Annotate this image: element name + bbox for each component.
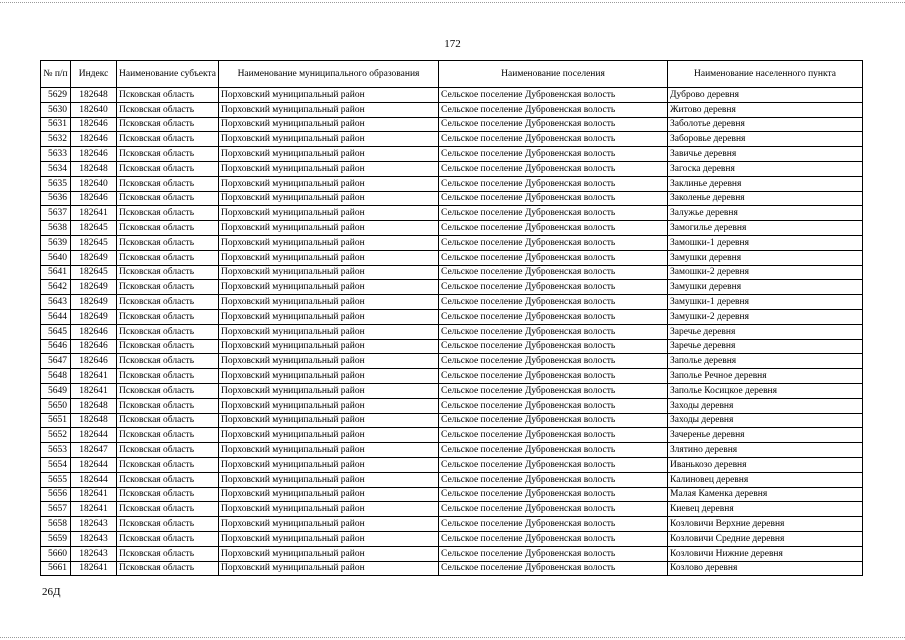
cell-locality: Козловичи Средние деревня bbox=[668, 531, 863, 546]
cell-subject: Псковская область bbox=[117, 147, 219, 162]
cell-locality: Калиновец деревня bbox=[668, 472, 863, 487]
cell-subject: Псковская область bbox=[117, 176, 219, 191]
cell-municipality: Порховский муниципальный район bbox=[219, 309, 439, 324]
cell-index: 182645 bbox=[71, 221, 117, 236]
cell-index: 182646 bbox=[71, 147, 117, 162]
cell-locality: Замушки-1 деревня bbox=[668, 295, 863, 310]
cell-settlement: Сельское поселение Дубровенская волость bbox=[439, 295, 668, 310]
cell-subject: Псковская область bbox=[117, 161, 219, 176]
cell-municipality: Порховский муниципальный район bbox=[219, 517, 439, 532]
cell-num: 5655 bbox=[41, 472, 71, 487]
cell-num: 5637 bbox=[41, 206, 71, 221]
cell-settlement: Сельское поселение Дубровенская волость bbox=[439, 265, 668, 280]
cell-municipality: Порховский муниципальный район bbox=[219, 132, 439, 147]
table-row bbox=[41, 88, 863, 103]
cell-index: 182640 bbox=[71, 176, 117, 191]
cell-num: 5630 bbox=[41, 102, 71, 117]
cell-municipality: Порховский муниципальный район bbox=[219, 250, 439, 265]
table-row bbox=[41, 206, 863, 221]
cell-municipality: Порховский муниципальный район bbox=[219, 221, 439, 236]
cell-num: 5638 bbox=[41, 221, 71, 236]
cell-locality: Замушки-2 деревня bbox=[668, 309, 863, 324]
cell-subject: Псковская область bbox=[117, 206, 219, 221]
table-row bbox=[41, 324, 863, 339]
cell-municipality: Порховский муниципальный район bbox=[219, 324, 439, 339]
cell-settlement: Сельское поселение Дубровенская волость bbox=[439, 309, 668, 324]
cell-settlement: Сельское поселение Дубровенская волость bbox=[439, 457, 668, 472]
header-num: № п/п bbox=[41, 61, 71, 88]
cell-index: 182640 bbox=[71, 102, 117, 117]
cell-index: 182641 bbox=[71, 502, 117, 517]
cell-locality: Киевец деревня bbox=[668, 502, 863, 517]
header-row bbox=[41, 61, 863, 88]
cell-settlement: Сельское поселение Дубровенская волость bbox=[439, 383, 668, 398]
cell-index: 182644 bbox=[71, 472, 117, 487]
table-row bbox=[41, 502, 863, 517]
cell-subject: Псковская область bbox=[117, 221, 219, 236]
table-row bbox=[41, 250, 863, 265]
cell-settlement: Сельское поселение Дубровенская волость bbox=[439, 546, 668, 561]
cell-locality: Козлово деревня bbox=[668, 561, 863, 576]
table-row bbox=[41, 487, 863, 502]
cell-subject: Псковская область bbox=[117, 413, 219, 428]
cell-settlement: Сельское поселение Дубровенская волость bbox=[439, 235, 668, 250]
cell-subject: Псковская область bbox=[117, 457, 219, 472]
table-row bbox=[41, 413, 863, 428]
scan-edge-top bbox=[0, 2, 905, 3]
cell-settlement: Сельское поселение Дубровенская волость bbox=[439, 117, 668, 132]
cell-municipality: Порховский муниципальный район bbox=[219, 191, 439, 206]
table-row bbox=[41, 457, 863, 472]
table-row bbox=[41, 428, 863, 443]
cell-municipality: Порховский муниципальный район bbox=[219, 280, 439, 295]
cell-num: 5659 bbox=[41, 531, 71, 546]
header-index: Индекс bbox=[71, 61, 117, 88]
table-row bbox=[41, 235, 863, 250]
cell-num: 5651 bbox=[41, 413, 71, 428]
cell-locality: Заклинье деревня bbox=[668, 176, 863, 191]
cell-index: 182644 bbox=[71, 428, 117, 443]
table-row bbox=[41, 339, 863, 354]
cell-settlement: Сельское поселение Дубровенская волость bbox=[439, 428, 668, 443]
cell-num: 5648 bbox=[41, 369, 71, 384]
cell-index: 182644 bbox=[71, 457, 117, 472]
cell-num: 5629 bbox=[41, 88, 71, 103]
cell-locality: Заполье деревня bbox=[668, 354, 863, 369]
cell-subject: Псковская область bbox=[117, 369, 219, 384]
cell-settlement: Сельское поселение Дубровенская волость bbox=[439, 354, 668, 369]
cell-municipality: Порховский муниципальный район bbox=[219, 383, 439, 398]
cell-settlement: Сельское поселение Дубровенская волость bbox=[439, 324, 668, 339]
cell-num: 5657 bbox=[41, 502, 71, 517]
header-locality: Наименование населенного пункта bbox=[668, 61, 863, 88]
table-row bbox=[41, 561, 863, 576]
cell-municipality: Порховский муниципальный район bbox=[219, 457, 439, 472]
registry-table bbox=[40, 60, 863, 576]
table-row bbox=[41, 295, 863, 310]
cell-index: 182649 bbox=[71, 250, 117, 265]
cell-index: 182643 bbox=[71, 517, 117, 532]
cell-municipality: Порховский муниципальный район bbox=[219, 428, 439, 443]
cell-num: 5632 bbox=[41, 132, 71, 147]
cell-index: 182646 bbox=[71, 339, 117, 354]
table-row bbox=[41, 176, 863, 191]
cell-index: 182643 bbox=[71, 531, 117, 546]
cell-subject: Псковская область bbox=[117, 487, 219, 502]
cell-num: 5636 bbox=[41, 191, 71, 206]
cell-num: 5634 bbox=[41, 161, 71, 176]
cell-num: 5633 bbox=[41, 147, 71, 162]
cell-locality: Заборовье деревня bbox=[668, 132, 863, 147]
cell-settlement: Сельское поселение Дубровенская волость bbox=[439, 102, 668, 117]
cell-settlement: Сельское поселение Дубровенская волость bbox=[439, 191, 668, 206]
cell-num: 5656 bbox=[41, 487, 71, 502]
cell-num: 5643 bbox=[41, 295, 71, 310]
cell-index: 182646 bbox=[71, 132, 117, 147]
cell-settlement: Сельское поселение Дубровенская волость bbox=[439, 531, 668, 546]
cell-locality: Замогилье деревня bbox=[668, 221, 863, 236]
cell-num: 5631 bbox=[41, 117, 71, 132]
scan-edge-bottom bbox=[0, 637, 905, 638]
cell-municipality: Порховский муниципальный район bbox=[219, 546, 439, 561]
cell-settlement: Сельское поселение Дубровенская волость bbox=[439, 561, 668, 576]
cell-locality: Заречье деревня bbox=[668, 324, 863, 339]
cell-subject: Псковская область bbox=[117, 132, 219, 147]
footer-code: 26Д bbox=[42, 586, 61, 598]
cell-locality: Зачеренье деревня bbox=[668, 428, 863, 443]
cell-index: 182646 bbox=[71, 191, 117, 206]
table-row bbox=[41, 443, 863, 458]
cell-locality: Замошки-1 деревня bbox=[668, 235, 863, 250]
table-header bbox=[41, 61, 863, 88]
cell-subject: Псковская область bbox=[117, 354, 219, 369]
cell-settlement: Сельское поселение Дубровенская волость bbox=[439, 176, 668, 191]
cell-municipality: Порховский муниципальный район bbox=[219, 265, 439, 280]
cell-municipality: Порховский муниципальный район bbox=[219, 354, 439, 369]
table-row bbox=[41, 531, 863, 546]
cell-locality: Злятино деревня bbox=[668, 443, 863, 458]
cell-municipality: Порховский муниципальный район bbox=[219, 531, 439, 546]
cell-num: 5658 bbox=[41, 517, 71, 532]
table-row bbox=[41, 102, 863, 117]
cell-municipality: Порховский муниципальный район bbox=[219, 206, 439, 221]
cell-municipality: Порховский муниципальный район bbox=[219, 443, 439, 458]
cell-num: 5645 bbox=[41, 324, 71, 339]
cell-locality: Заходы деревня bbox=[668, 413, 863, 428]
cell-locality: Заболотье деревня bbox=[668, 117, 863, 132]
table-row bbox=[41, 191, 863, 206]
cell-subject: Псковская область bbox=[117, 428, 219, 443]
cell-subject: Псковская область bbox=[117, 295, 219, 310]
table-row bbox=[41, 369, 863, 384]
cell-municipality: Порховский муниципальный район bbox=[219, 295, 439, 310]
cell-index: 182646 bbox=[71, 354, 117, 369]
cell-settlement: Сельское поселение Дубровенская волость bbox=[439, 161, 668, 176]
cell-num: 5640 bbox=[41, 250, 71, 265]
cell-settlement: Сельское поселение Дубровенская волость bbox=[439, 398, 668, 413]
cell-locality: Житово деревня bbox=[668, 102, 863, 117]
cell-subject: Псковская область bbox=[117, 102, 219, 117]
table-row bbox=[41, 398, 863, 413]
cell-locality: Козловичи Верхние деревня bbox=[668, 517, 863, 532]
cell-num: 5644 bbox=[41, 309, 71, 324]
table-row bbox=[41, 383, 863, 398]
cell-subject: Псковская область bbox=[117, 561, 219, 576]
cell-index: 182643 bbox=[71, 546, 117, 561]
cell-settlement: Сельское поселение Дубровенская волость bbox=[439, 206, 668, 221]
cell-municipality: Порховский муниципальный район bbox=[219, 117, 439, 132]
cell-locality: Заполье Речное деревня bbox=[668, 369, 863, 384]
cell-municipality: Порховский муниципальный район bbox=[219, 176, 439, 191]
cell-index: 182641 bbox=[71, 487, 117, 502]
cell-municipality: Порховский муниципальный район bbox=[219, 413, 439, 428]
cell-num: 5639 bbox=[41, 235, 71, 250]
cell-num: 5654 bbox=[41, 457, 71, 472]
cell-locality: Замушки деревня bbox=[668, 250, 863, 265]
cell-index: 182645 bbox=[71, 235, 117, 250]
cell-settlement: Сельское поселение Дубровенская волость bbox=[439, 487, 668, 502]
header-subject: Наименование субъекта bbox=[117, 61, 219, 88]
cell-index: 182648 bbox=[71, 413, 117, 428]
cell-index: 182645 bbox=[71, 265, 117, 280]
cell-settlement: Сельское поселение Дубровенская волость bbox=[439, 221, 668, 236]
cell-subject: Псковская область bbox=[117, 531, 219, 546]
cell-settlement: Сельское поселение Дубровенская волость bbox=[439, 472, 668, 487]
cell-index: 182649 bbox=[71, 280, 117, 295]
cell-municipality: Порховский муниципальный район bbox=[219, 561, 439, 576]
cell-index: 182646 bbox=[71, 324, 117, 339]
cell-index: 182646 bbox=[71, 117, 117, 132]
cell-locality: Малая Каменка деревня bbox=[668, 487, 863, 502]
page-number: 172 bbox=[444, 38, 461, 50]
cell-municipality: Порховский муниципальный район bbox=[219, 161, 439, 176]
cell-locality: Заколенье деревня bbox=[668, 191, 863, 206]
cell-subject: Псковская область bbox=[117, 191, 219, 206]
cell-index: 182641 bbox=[71, 206, 117, 221]
cell-index: 182641 bbox=[71, 561, 117, 576]
table-row bbox=[41, 221, 863, 236]
cell-municipality: Порховский муниципальный район bbox=[219, 147, 439, 162]
cell-num: 5653 bbox=[41, 443, 71, 458]
table-row bbox=[41, 517, 863, 532]
cell-index: 182648 bbox=[71, 161, 117, 176]
cell-municipality: Порховский муниципальный район bbox=[219, 339, 439, 354]
cell-index: 182649 bbox=[71, 309, 117, 324]
cell-num: 5650 bbox=[41, 398, 71, 413]
cell-settlement: Сельское поселение Дубровенская волость bbox=[439, 517, 668, 532]
cell-municipality: Порховский муниципальный район bbox=[219, 235, 439, 250]
cell-index: 182641 bbox=[71, 369, 117, 384]
cell-subject: Псковская область bbox=[117, 88, 219, 103]
cell-locality: Дуброво деревня bbox=[668, 88, 863, 103]
cell-locality: Залужье деревня bbox=[668, 206, 863, 221]
cell-subject: Псковская область bbox=[117, 383, 219, 398]
cell-municipality: Порховский муниципальный район bbox=[219, 88, 439, 103]
cell-subject: Псковская область bbox=[117, 472, 219, 487]
cell-subject: Псковская область bbox=[117, 117, 219, 132]
cell-settlement: Сельское поселение Дубровенская волость bbox=[439, 280, 668, 295]
cell-municipality: Порховский муниципальный район bbox=[219, 398, 439, 413]
cell-municipality: Порховский муниципальный район bbox=[219, 472, 439, 487]
cell-subject: Псковская область bbox=[117, 546, 219, 561]
table-row bbox=[41, 546, 863, 561]
cell-subject: Псковская область bbox=[117, 502, 219, 517]
cell-num: 5641 bbox=[41, 265, 71, 280]
cell-settlement: Сельское поселение Дубровенская волость bbox=[439, 250, 668, 265]
cell-num: 5647 bbox=[41, 354, 71, 369]
cell-settlement: Сельское поселение Дубровенская волость bbox=[439, 88, 668, 103]
cell-subject: Псковская область bbox=[117, 443, 219, 458]
cell-locality: Заходы деревня bbox=[668, 398, 863, 413]
cell-num: 5661 bbox=[41, 561, 71, 576]
cell-index: 182648 bbox=[71, 398, 117, 413]
table-body bbox=[41, 88, 863, 576]
cell-index: 182647 bbox=[71, 443, 117, 458]
cell-index: 182648 bbox=[71, 88, 117, 103]
table-row bbox=[41, 132, 863, 147]
cell-subject: Псковская область bbox=[117, 398, 219, 413]
cell-subject: Псковская область bbox=[117, 309, 219, 324]
cell-settlement: Сельское поселение Дубровенская волость bbox=[439, 339, 668, 354]
cell-locality: Завичье деревня bbox=[668, 147, 863, 162]
cell-num: 5635 bbox=[41, 176, 71, 191]
cell-subject: Псковская область bbox=[117, 250, 219, 265]
cell-num: 5649 bbox=[41, 383, 71, 398]
cell-locality: Заполье Косицкое деревня bbox=[668, 383, 863, 398]
cell-locality: Загоска деревня bbox=[668, 161, 863, 176]
cell-num: 5646 bbox=[41, 339, 71, 354]
cell-locality: Заречье деревня bbox=[668, 339, 863, 354]
cell-index: 182641 bbox=[71, 383, 117, 398]
cell-locality: Иванькозо деревня bbox=[668, 457, 863, 472]
cell-settlement: Сельское поселение Дубровенская волость bbox=[439, 369, 668, 384]
cell-subject: Псковская область bbox=[117, 280, 219, 295]
table-row bbox=[41, 161, 863, 176]
cell-municipality: Порховский муниципальный район bbox=[219, 102, 439, 117]
cell-num: 5660 bbox=[41, 546, 71, 561]
cell-index: 182649 bbox=[71, 295, 117, 310]
table-row bbox=[41, 309, 863, 324]
cell-num: 5652 bbox=[41, 428, 71, 443]
cell-locality: Замушки деревня bbox=[668, 280, 863, 295]
table-row bbox=[41, 117, 863, 132]
cell-locality: Замошки-2 деревня bbox=[668, 265, 863, 280]
cell-municipality: Порховский муниципальный район bbox=[219, 487, 439, 502]
cell-num: 5642 bbox=[41, 280, 71, 295]
cell-subject: Псковская область bbox=[117, 517, 219, 532]
cell-settlement: Сельское поселение Дубровенская волость bbox=[439, 147, 668, 162]
table-row bbox=[41, 354, 863, 369]
cell-municipality: Порховский муниципальный район bbox=[219, 369, 439, 384]
cell-subject: Псковская область bbox=[117, 235, 219, 250]
cell-subject: Псковская область bbox=[117, 265, 219, 280]
cell-locality: Козловичи Нижние деревня bbox=[668, 546, 863, 561]
cell-municipality: Порховский муниципальный район bbox=[219, 502, 439, 517]
cell-subject: Псковская область bbox=[117, 339, 219, 354]
cell-settlement: Сельское поселение Дубровенская волость bbox=[439, 443, 668, 458]
cell-subject: Псковская область bbox=[117, 324, 219, 339]
header-settlement: Наименование поселения bbox=[439, 61, 668, 88]
cell-settlement: Сельское поселение Дубровенская волость bbox=[439, 132, 668, 147]
table-row bbox=[41, 265, 863, 280]
header-municipality: Наименование муниципального образования bbox=[219, 61, 439, 88]
cell-settlement: Сельское поселение Дубровенская волость bbox=[439, 413, 668, 428]
table-row bbox=[41, 280, 863, 295]
table-row bbox=[41, 472, 863, 487]
cell-settlement: Сельское поселение Дубровенская волость bbox=[439, 502, 668, 517]
table-row bbox=[41, 147, 863, 162]
